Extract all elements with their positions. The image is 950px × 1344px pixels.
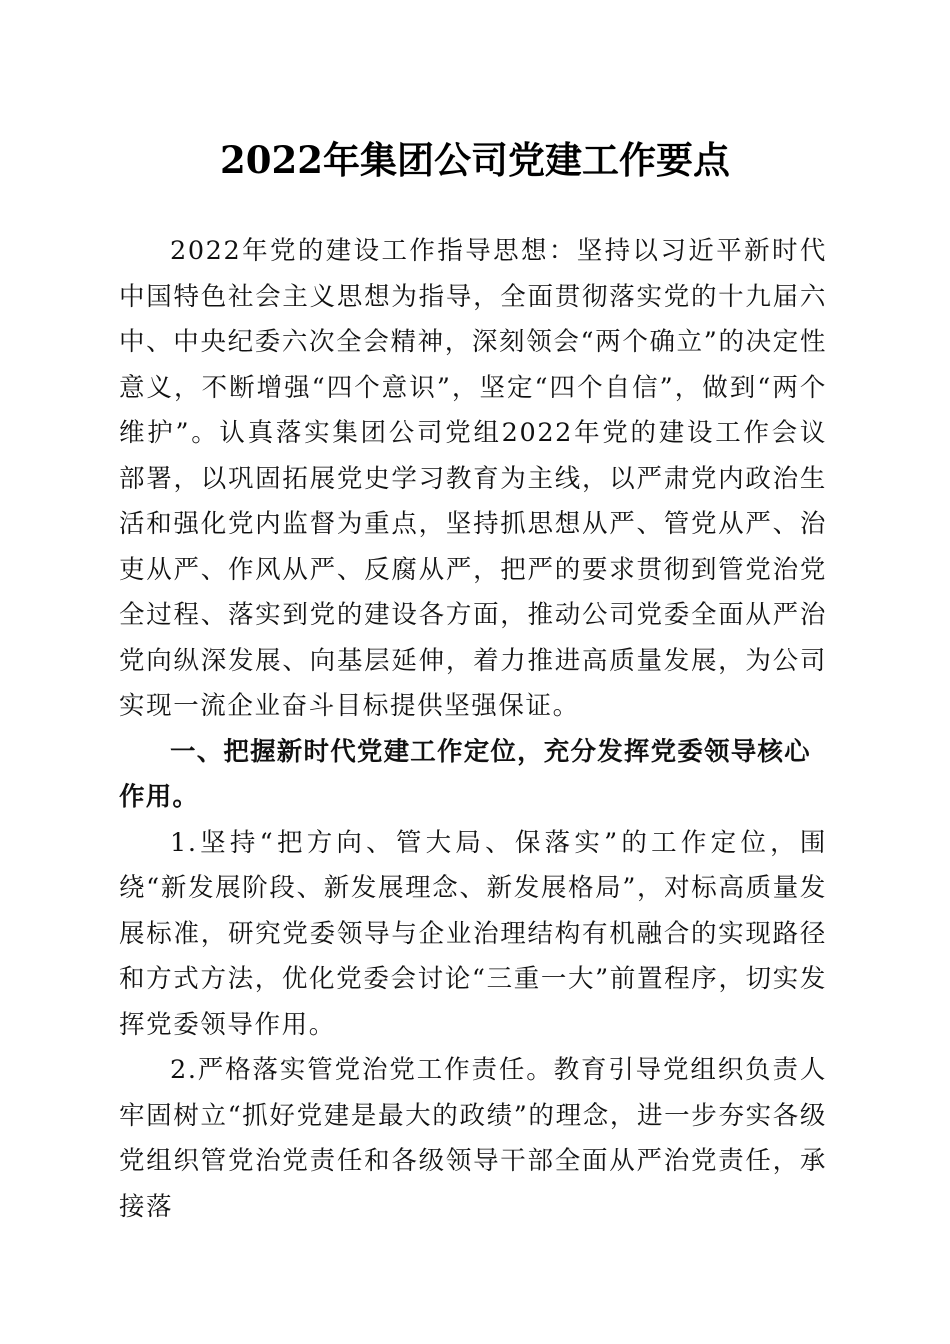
document-body xyxy=(119,229,827,1230)
list-item-1: 1.坚持“把方向、管大局、保落实”的工作定位，围绕“新发展阶段、新发展理念、新发展格局”，对标高质量发展标准，研究党委领导与企业治理结构有机融合的实现路径和方式方法，优化党委会讨论“三重一大”前置程序，切实发挥党委领导作用。 xyxy=(119,827,827,1040)
section-heading-1: 一、把握新时代党建工作定位，充分发挥党委领导核心作用。 xyxy=(119,736,811,812)
intro-paragraph: 2022年党的建设工作指导思想：坚持以习近平新时代中国特色社会主义思想为指导，全面贯彻落实党的十九届六中、中央纪委六次全会精神，深刻领会“两个确立”的决定性意义，不断增强“四个意识”，坚定“四个自信”，做到“两个维护”。认真落实集团公司党组2022年党的建设工作会议部署，以巩固拓展党史学习教育为主线，以严肃党内政治生活和强化党内监督为重点，坚持抓思想从严、管党从严、治吏从严、作风从严、反腐从严，把严的要求贯彻到管党治党全过程、落实到党的建设各方面，推动公司党委全面从严治党向纵深发展、向基层延伸，着力推进高质量发展，为公司实现一流企业奋斗目标提供坚强保证。 xyxy=(119,236,827,721)
document-title: 2022年集团公司党建工作要点 xyxy=(220,138,730,182)
list-item-2: 2.严格落实管党治党工作责任。教育引导党组织负责人牢固树立“抓好党建是最大的政绩”的理念，进一步夯实各级党组织管党治党责任和各级领导干部全面从严治党责任，承接落 xyxy=(119,1055,827,1222)
